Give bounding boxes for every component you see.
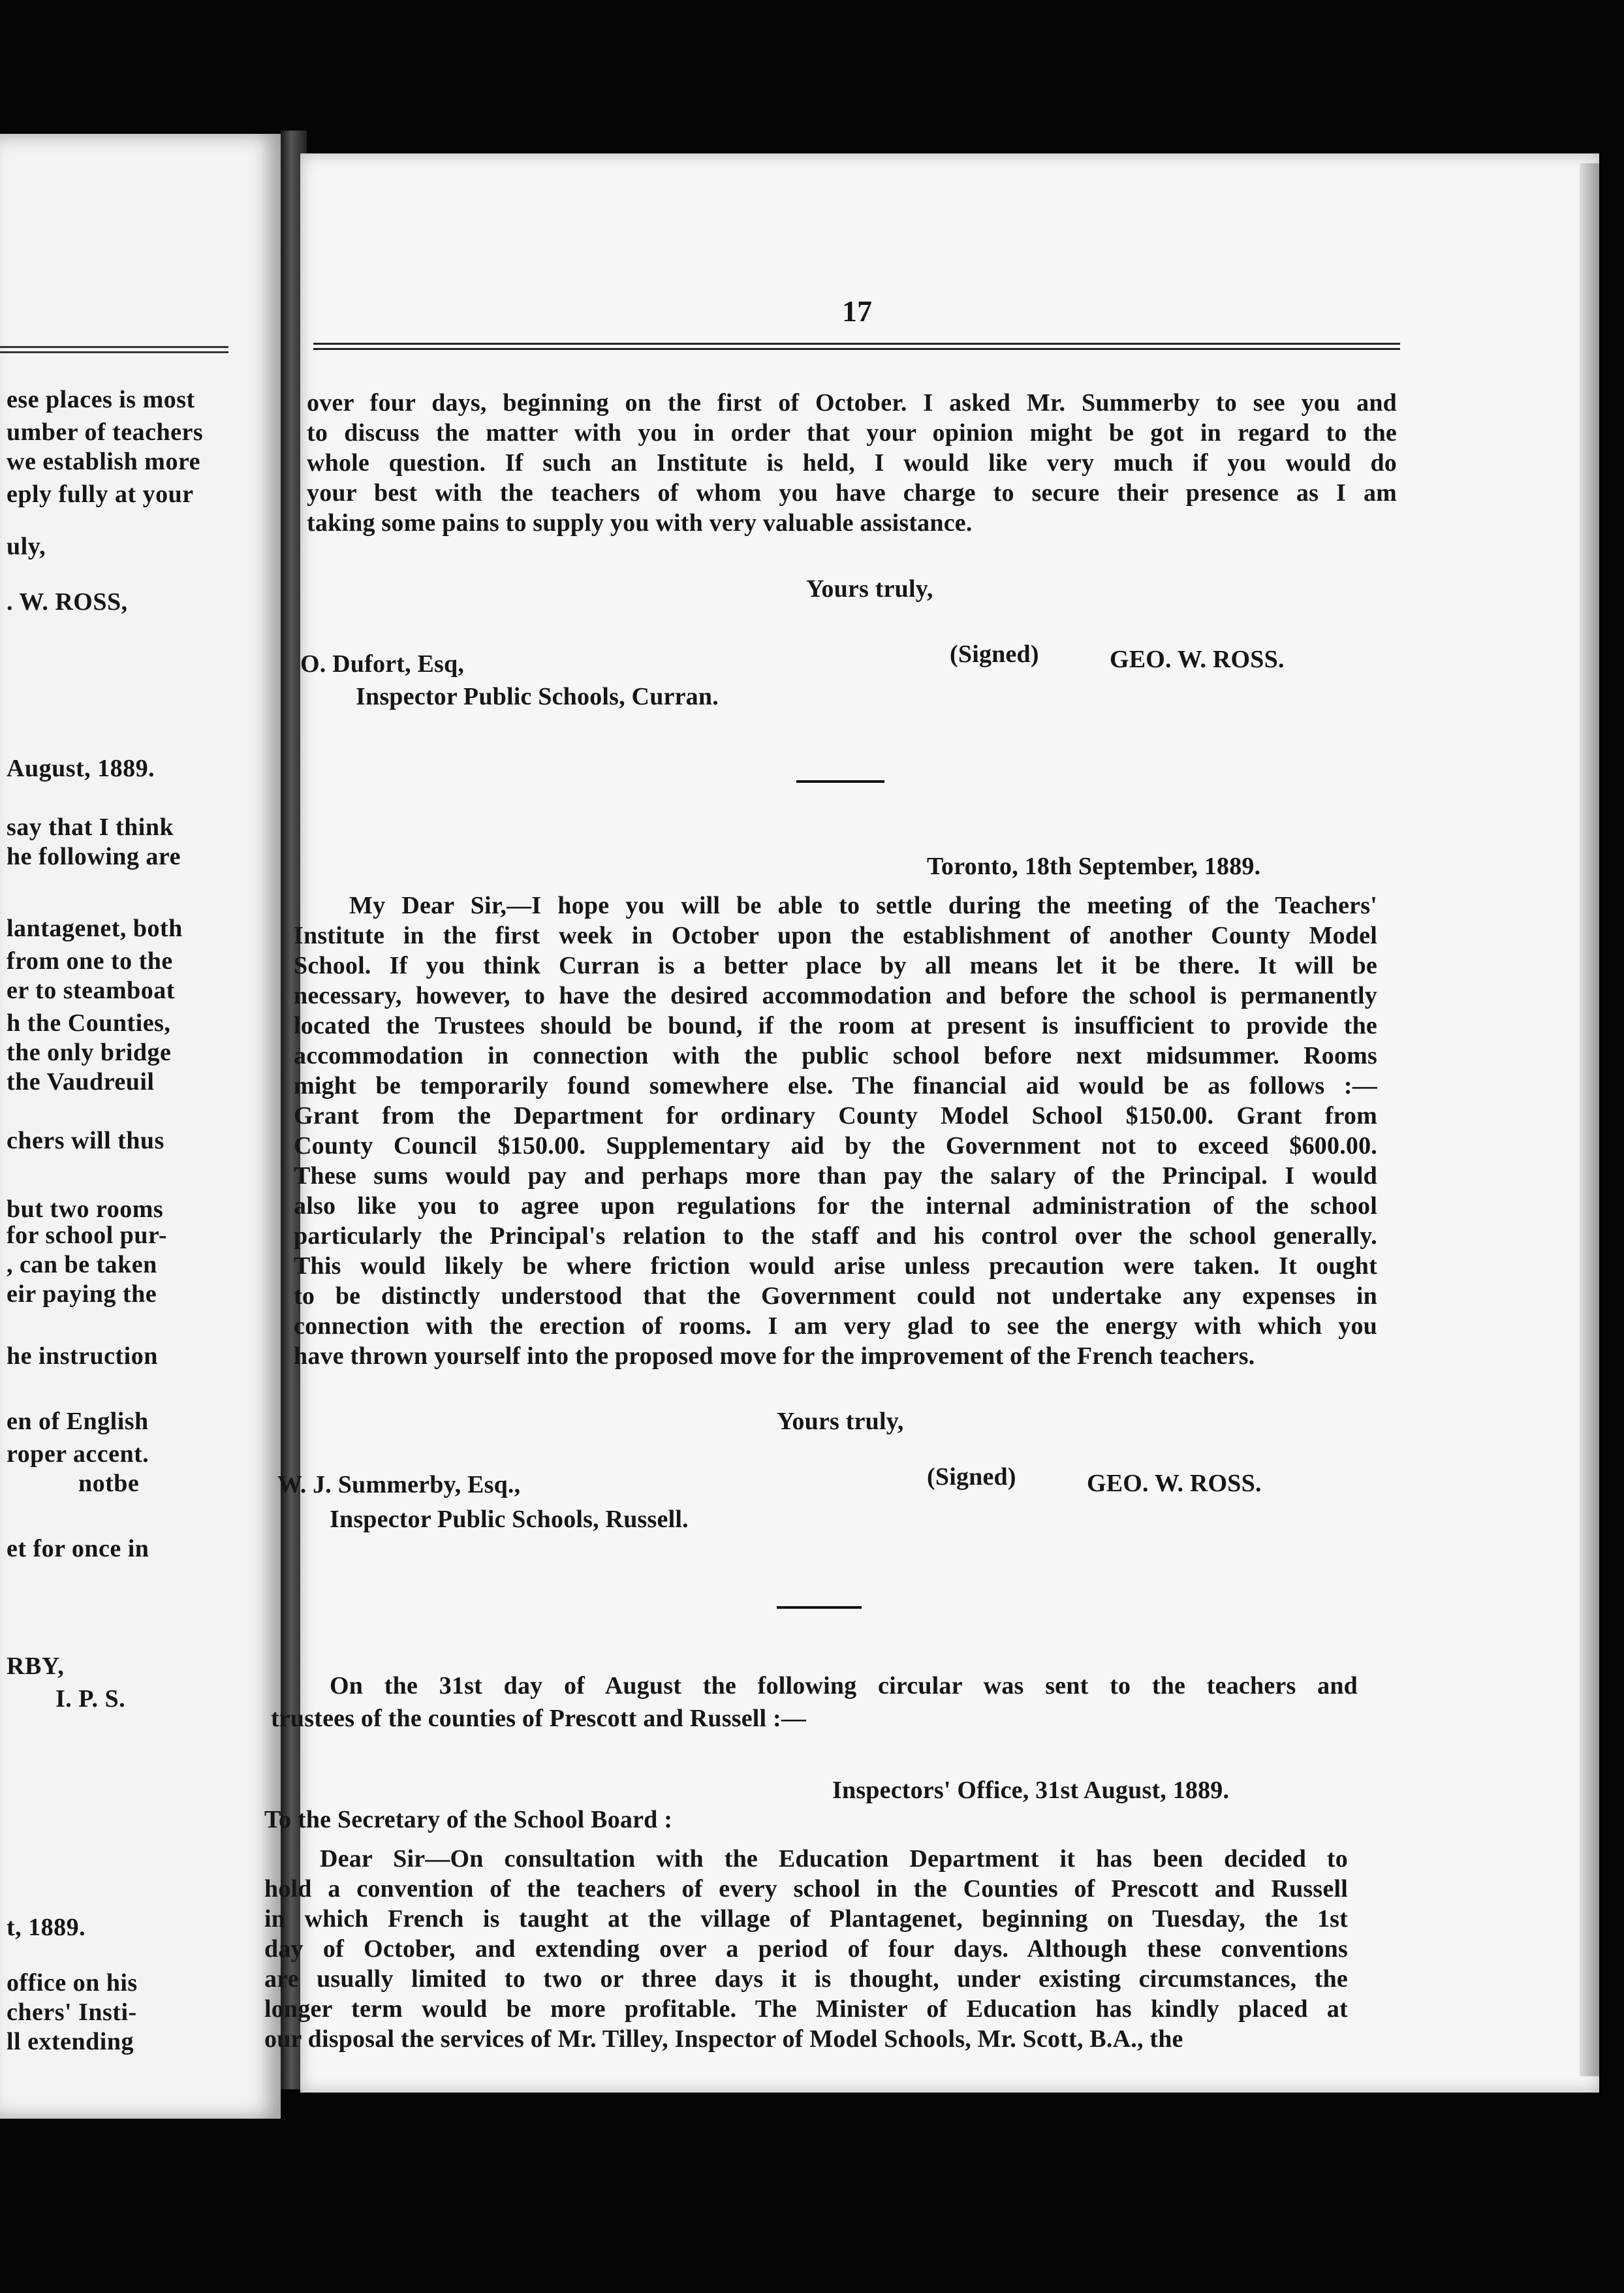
- left-page-line: , can be taken: [7, 1251, 157, 1278]
- left-page-line: but two rooms: [7, 1195, 164, 1223]
- text-line: located the Trustees should be bound, if the room at present is insufficient to provide the: [294, 1012, 1377, 1039]
- left-page: [0, 134, 281, 2119]
- left-page-line: ll extending: [7, 2028, 134, 2055]
- text-line: particularly the Principal's relation to the staff and his control over the school generally.: [294, 1222, 1377, 1250]
- page-number: 17: [842, 294, 872, 328]
- text-line: have thrown yourself into the proposed move for the improvement of the French teachers.: [294, 1342, 1255, 1370]
- letter-1-closing: Yours truly,: [806, 575, 933, 603]
- page-edge: [1580, 163, 1599, 2076]
- circular-dateline: Inspectors' Office, 31st August, 1889.: [832, 1777, 1230, 1804]
- text-line: Dear Sir—On consultation with the Education Department it has been decided to: [320, 1845, 1348, 1873]
- letter-2-closing: Yours truly,: [777, 1408, 904, 1435]
- left-page-line: chers will thus: [7, 1127, 164, 1154]
- text-line: County Council $150.00. Supplementary aid by the Government not to exceed $600.00.: [294, 1132, 1377, 1160]
- left-page-line: eir paying the: [7, 1280, 157, 1308]
- left-page-rule: [0, 346, 228, 348]
- text-line: connection with the erection of rooms. I am very glad to see the energy with which you: [294, 1312, 1377, 1340]
- left-page-line: say that I think: [7, 814, 174, 841]
- text-line: trustees of the counties of Prescott and Russell :—: [271, 1705, 807, 1732]
- left-page-line: notbe: [78, 1470, 140, 1497]
- letter-2-dateline: Toronto, 18th September, 1889.: [927, 853, 1261, 880]
- letter-1-signature: GEO. W. ROSS.: [1110, 646, 1285, 673]
- text-line: Grant from the Department for ordinary County Model School $150.00. Grant from: [294, 1102, 1377, 1130]
- text-line: also like you to agree upon regulations for the internal administration of the school: [294, 1192, 1377, 1220]
- letter-2-addressee-name: W. J. Summerby, Esq.,: [277, 1471, 521, 1498]
- letter-1-signed: (Signed): [950, 640, 1039, 668]
- text-line: whole question. If such an Institute is held, I would like very much if you would do: [307, 449, 1397, 477]
- text-line: School. If you think Curran is a better place by all means let it be there. It will be: [294, 952, 1377, 979]
- left-page-line: August, 1889.: [7, 755, 155, 782]
- circular-salutation: To the Secretary of the School Board :: [264, 1806, 673, 1833]
- left-page-rule: [0, 351, 228, 353]
- left-page-line: umber of teachers: [7, 419, 204, 446]
- left-page-line: RBY,: [7, 1653, 65, 1680]
- letter-2-addressee-title: Inspector Public Schools, Russell.: [330, 1506, 689, 1533]
- text-line: necessary, however, to have the desired accommodation and before the school is permanently: [294, 982, 1377, 1009]
- letter-1-addressee-name: O. Dufort, Esq,: [300, 650, 465, 678]
- left-page-line: ese places is most: [7, 386, 195, 413]
- section-divider: [777, 1606, 862, 1609]
- left-page-line: en of English: [7, 1408, 149, 1435]
- left-page-line: he instruction: [7, 1342, 158, 1370]
- left-page-line: lantagenet, both: [7, 915, 183, 942]
- left-page-line: from one to the: [7, 947, 173, 975]
- left-page-line: roper accent.: [7, 1440, 149, 1468]
- left-page-line: chers' Insti-: [7, 1999, 137, 2026]
- text-line: This would likely be where friction would arise unless precaution were taken. It ought: [294, 1252, 1377, 1280]
- left-page-line: er to steamboat: [7, 977, 175, 1004]
- text-line: are usually limited to two or three days it is thought, under existing circumstances, the: [264, 1965, 1348, 1993]
- left-page-line: . W. ROSS,: [7, 588, 128, 616]
- text-line: Institute in the first week in October upon the establishment of another County Model: [294, 922, 1377, 949]
- text-line: our disposal the services of Mr. Tilley, Inspector of Model Schools, Mr. Scott, B.A., the: [264, 2025, 1183, 2053]
- letter-2-signed: (Signed): [927, 1463, 1016, 1491]
- letter-2-signature: GEO. W. ROSS.: [1087, 1470, 1262, 1497]
- text-line: taking some pains to supply you with very valuable assistance.: [307, 509, 973, 537]
- text-line: to discuss the matter with you in order that your opinion might be got in regard to the: [307, 419, 1397, 447]
- text-line: hold a convention of the teachers of every school in the Counties of Prescott and Russell: [264, 1875, 1348, 1903]
- text-line: might be temporarily found somewhere else. The financial aid would be as follows :—: [294, 1072, 1377, 1099]
- text-line: day of October, and extending over a period of four days. Although these conventions: [264, 1935, 1348, 1963]
- text-line: longer term would be more profitable. The Minister of Education has kindly placed at: [264, 1995, 1348, 2023]
- text-line: My Dear Sir,—I hope you will be able to settle during the meeting of the Teachers': [349, 892, 1377, 919]
- text-line: your best with the teachers of whom you have charge to secure their presence as I am: [307, 479, 1397, 507]
- left-page-line: uly,: [7, 533, 46, 560]
- left-page-line: h the Counties,: [7, 1009, 171, 1037]
- text-line: in which French is taught at the village of Plantagenet, beginning on Tuesday, the 1st: [264, 1905, 1348, 1933]
- left-page-line: et for once in: [7, 1535, 149, 1562]
- section-divider: [796, 780, 884, 783]
- left-page-line: the only bridge: [7, 1039, 172, 1066]
- header-rule: [313, 343, 1400, 353]
- left-page-line: I. P. S.: [55, 1685, 126, 1713]
- left-page-line: office on his: [7, 1969, 138, 1997]
- left-page-line: we establish more: [7, 448, 200, 475]
- text-line: over four days, beginning on the first of October. I asked Mr. Summerby to see you and: [307, 389, 1397, 417]
- text-line: accommodation in connection with the public school before next midsummer. Rooms: [294, 1042, 1377, 1069]
- left-page-line: the Vaudreuil: [7, 1068, 155, 1096]
- letter-1-addressee-title: Inspector Public Schools, Curran.: [356, 683, 719, 710]
- left-page-line: eply fully at your: [7, 481, 194, 508]
- left-page-line: for school pur-: [7, 1222, 168, 1249]
- text-line: to be distinctly understood that the Government could not undertake any expenses in: [294, 1282, 1377, 1310]
- text-line: On the 31st day of August the following circular was sent to the teachers and: [330, 1672, 1358, 1700]
- text-line: These sums would pay and perhaps more than pay the salary of the Principal. I would: [294, 1162, 1377, 1190]
- left-page-line: he following are: [7, 843, 181, 870]
- left-page-line: t, 1889.: [7, 1914, 86, 1941]
